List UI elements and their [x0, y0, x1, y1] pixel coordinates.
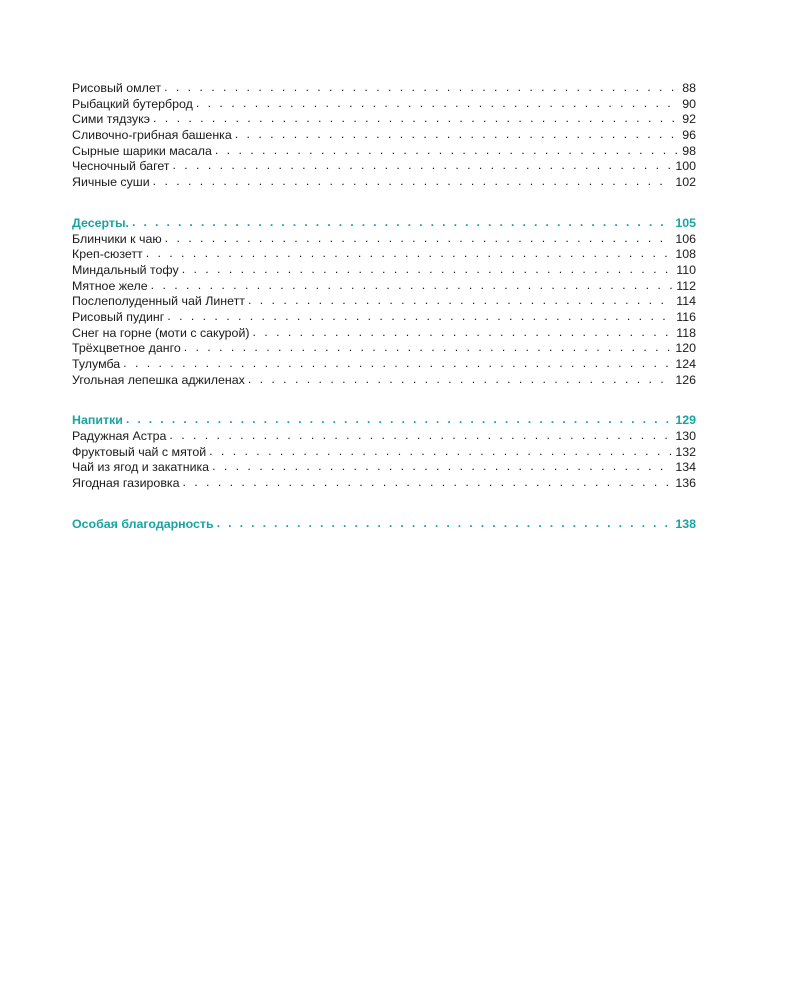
toc-entry-title: Трёхцветное данго: [72, 341, 181, 356]
toc-entry-title: Сливочно-грибная башенка: [72, 128, 232, 143]
section-heading-title: Особая благодарность: [72, 516, 214, 531]
toc-entry[interactable]: [72, 445, 696, 461]
toc-section-heading[interactable]: [72, 216, 696, 232]
toc-entry-title: Ягодная газировка: [72, 476, 180, 491]
toc-entry-page: 132: [675, 444, 696, 459]
toc-entry[interactable]: [72, 341, 696, 357]
toc-entry-title: Тулумба: [72, 357, 121, 371]
toc-entry-title: Сырные шарики масала: [72, 143, 212, 158]
toc-entry[interactable]: [72, 460, 696, 476]
dot-leader: [248, 293, 673, 309]
toc-entry[interactable]: [72, 279, 696, 295]
toc-entry[interactable]: [72, 294, 696, 310]
dot-leader: [132, 215, 672, 231]
dot-leader: [196, 96, 679, 112]
toc-entry[interactable]: [72, 81, 696, 97]
toc-entry-page: 130: [675, 429, 696, 444]
dot-leader: [248, 372, 672, 388]
toc-entry-page: 90: [682, 96, 696, 111]
toc-entry[interactable]: [72, 144, 696, 160]
toc-section-heading[interactable]: [72, 517, 696, 533]
toc-entry-title: Креп-сюзетт: [72, 247, 143, 262]
dot-leader: [123, 356, 672, 372]
dot-leader: [182, 475, 672, 491]
toc-entry-title: Послеполуденный чай Линетт: [72, 294, 245, 309]
toc-entry[interactable]: [72, 97, 696, 113]
toc-entry-title: Рыбацкий бутерброд: [72, 96, 193, 111]
section-heading-title: Напитки: [72, 413, 123, 428]
toc-entry[interactable]: [72, 357, 696, 373]
dot-leader: [164, 80, 679, 96]
dot-leader: [151, 278, 674, 294]
toc-entry-title: Снег на горне (моти с сакурой): [72, 325, 250, 340]
toc-entry-title: Мятное желе: [72, 278, 148, 293]
toc-entry-title: Сими тядзукэ: [72, 112, 150, 127]
toc-entry-title: Чай из ягод и закатника: [72, 460, 210, 475]
toc-entry-page: 88: [682, 81, 696, 95]
toc-entry-title: Фруктовый чай с мятой: [72, 444, 207, 459]
toc-entry-title: Миндальный тофу: [72, 262, 179, 277]
toc-section-desserts: [72, 216, 696, 389]
toc-entry[interactable]: [72, 112, 696, 128]
toc-entry[interactable]: [72, 159, 696, 175]
toc-entry-title: Блинчики к чаю: [72, 231, 162, 246]
toc-entry-page: 102: [675, 175, 696, 190]
toc-entry-title: Чесночный багет: [72, 159, 170, 174]
section-heading-page: 105: [675, 215, 696, 230]
toc-entry[interactable]: [72, 247, 696, 263]
table-of-contents: [72, 81, 696, 558]
toc-entry-title: Угольная лепешка аджиленах: [72, 372, 245, 387]
toc-section-continued: [72, 81, 696, 191]
toc-entry[interactable]: [72, 128, 696, 144]
toc-section-thanks: [72, 517, 696, 533]
toc-entry-page: 118: [676, 325, 696, 340]
dot-leader: [146, 246, 673, 262]
toc-entry-title: Рисовый пудинг: [72, 309, 165, 324]
dot-leader: [153, 111, 679, 127]
toc-entry-page: 100: [675, 159, 696, 174]
toc-entry-page: 96: [682, 128, 696, 143]
dot-leader: [215, 143, 679, 159]
section-heading-title: Десерты.: [72, 215, 129, 230]
toc-entry-page: 92: [682, 112, 696, 127]
toc-entry-page: 120: [675, 341, 696, 356]
toc-entry-page: 114: [676, 294, 696, 309]
dot-leader: [169, 428, 672, 444]
dot-leader: [209, 444, 672, 460]
toc-entry-page: 124: [675, 357, 696, 371]
dot-leader: [172, 158, 672, 174]
toc-entry-title: Яичные суши: [72, 175, 150, 190]
toc-entry[interactable]: [72, 429, 696, 445]
toc-entry[interactable]: [72, 263, 696, 279]
toc-entry-page: 136: [675, 476, 696, 491]
toc-entry[interactable]: [72, 232, 696, 248]
toc-entry[interactable]: [72, 310, 696, 326]
toc-section-drinks: [72, 413, 696, 491]
toc-entry[interactable]: [72, 175, 696, 191]
toc-entry-page: 106: [675, 231, 696, 246]
toc-entry-title: Радужная Астра: [72, 429, 167, 444]
dot-leader: [182, 262, 674, 278]
toc-entry-page: 134: [675, 460, 696, 475]
toc-entry-page: 116: [676, 309, 696, 324]
dot-leader: [165, 231, 673, 247]
toc-entry-page: 108: [675, 247, 696, 262]
dot-leader: [217, 516, 673, 532]
toc-section-heading[interactable]: [72, 413, 696, 429]
toc-entry-page: 110: [676, 262, 696, 277]
dot-leader: [235, 127, 679, 143]
section-heading-page: 138: [675, 516, 696, 531]
dot-leader: [167, 309, 673, 325]
dot-leader: [253, 325, 674, 341]
toc-entry-page: 126: [675, 372, 696, 387]
dot-leader: [126, 412, 672, 428]
dot-leader: [153, 174, 673, 190]
toc-entry-title: Рисовый омлет: [72, 81, 162, 95]
section-heading-page: 129: [675, 413, 696, 428]
toc-entry[interactable]: [72, 326, 696, 342]
toc-entry[interactable]: [72, 476, 696, 492]
dot-leader: [184, 340, 673, 356]
toc-entry[interactable]: [72, 373, 696, 389]
toc-entry-page: 112: [676, 278, 696, 293]
toc-entry-page: 98: [682, 143, 696, 158]
dot-leader: [212, 459, 672, 475]
